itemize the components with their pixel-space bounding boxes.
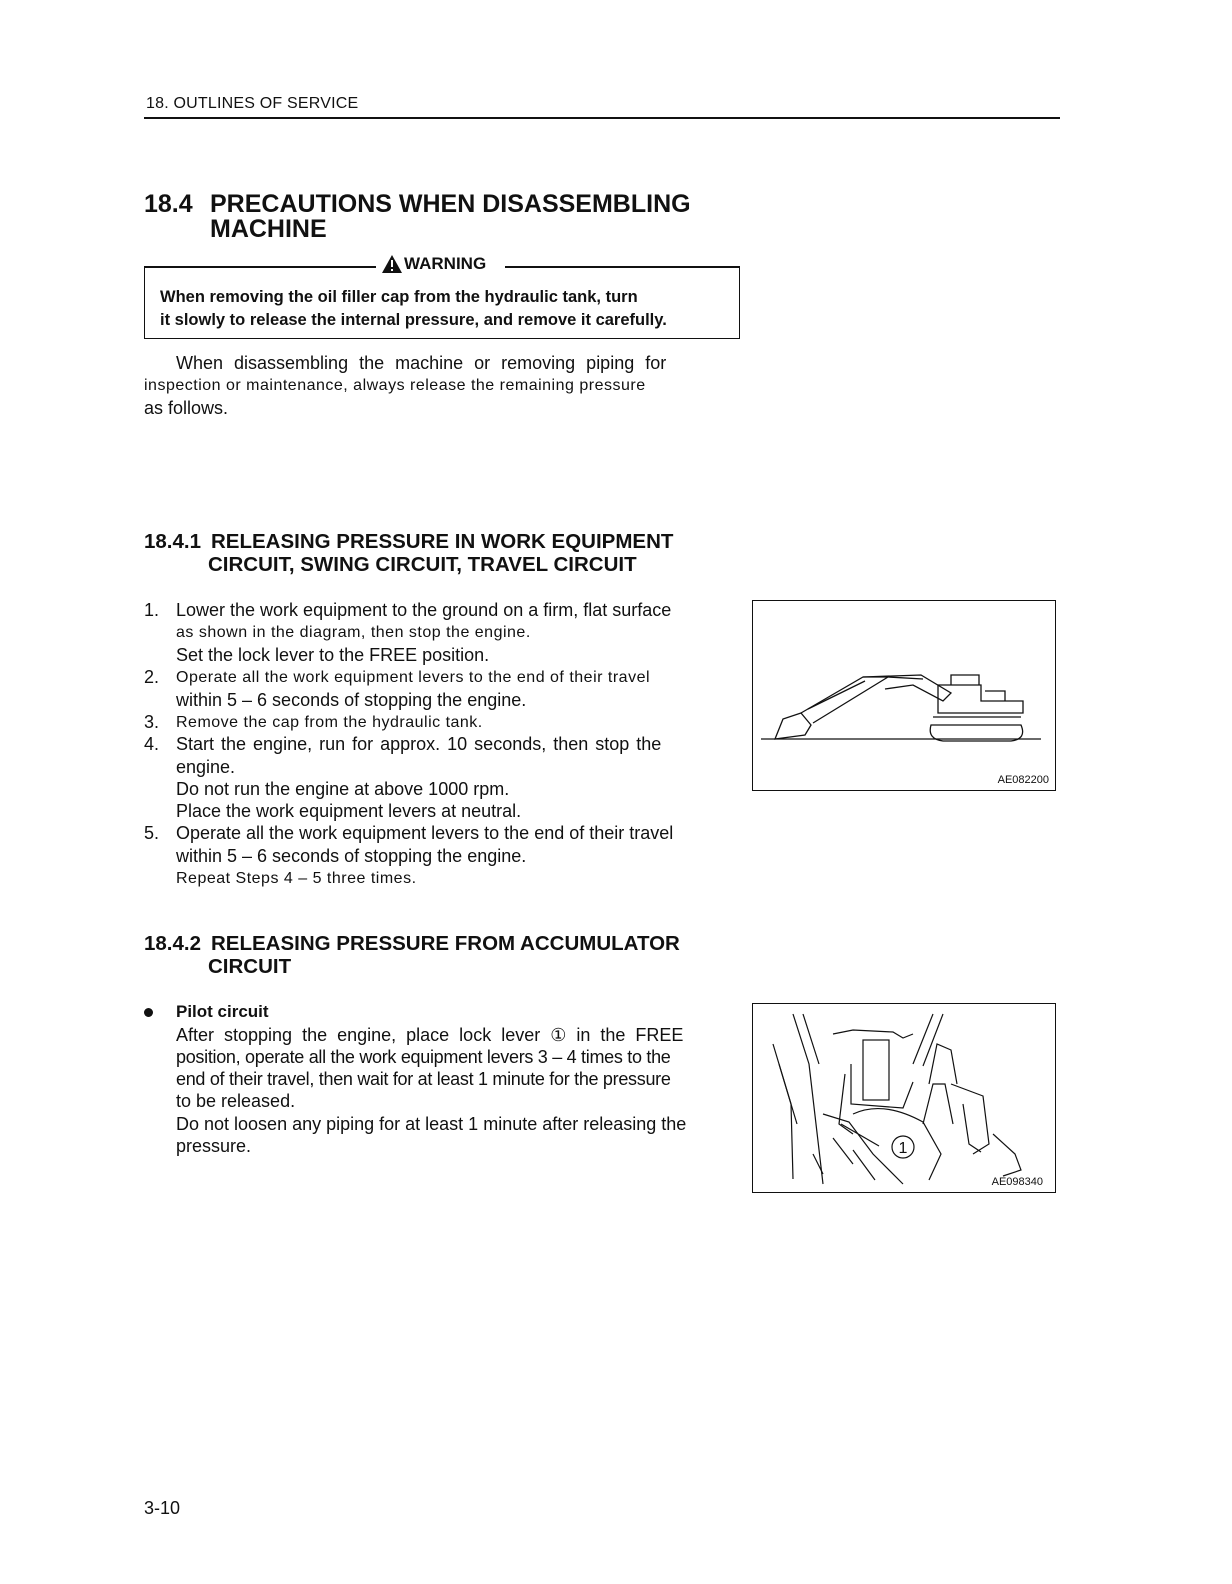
subsection-number-2: 18.4.2 <box>144 932 201 955</box>
body-line: position, operate all the work equipment levers 3 – 4 times to the <box>176 1047 671 1067</box>
figure-label: AE098340 <box>991 1176 1043 1188</box>
body-line: After stopping the engine, place lock lever ① in the FREE <box>176 1025 684 1045</box>
body-line: Do not loosen any piping for at least 1 minute after releasing the <box>176 1114 687 1134</box>
step-line: engine. <box>176 757 236 777</box>
body-line: end of their travel, then wait for at least 1 minute for the pressure <box>176 1069 671 1089</box>
excavator-illustration <box>753 601 1055 790</box>
step-number: 3. <box>144 712 160 732</box>
bullet <box>144 1008 153 1017</box>
warning-label <box>381 254 486 274</box>
section-number: 18.4 <box>144 190 193 218</box>
intro-line1: When disassembling the machine or removing piping for <box>176 353 667 373</box>
step-number: 5. <box>144 823 160 843</box>
warning-text-line2: it slowly to release the internal pressure, and remove it carefully. <box>160 311 667 329</box>
running-header: 18. OUTLINES OF SERVICE <box>146 95 359 112</box>
step-line: Start the engine, run for approx. 10 seconds, then stop the <box>176 734 662 754</box>
step-line: Remove the cap from the hydraulic tank. <box>176 714 483 731</box>
step-line: Place the work equipment levers at neutral. <box>176 801 522 821</box>
step-line: Set the lock lever to the FREE position. <box>176 645 490 665</box>
subsection-number-1: 18.4.1 <box>144 530 201 553</box>
step-number: 1. <box>144 600 160 620</box>
warning-triangle-icon <box>381 254 403 274</box>
section-title-line1: PRECAUTIONS WHEN DISASSEMBLING <box>210 190 691 218</box>
bullet-title: Pilot circuit <box>176 1002 269 1021</box>
subsection-title-1-line1: RELEASING PRESSURE IN WORK EQUIPMENT <box>211 530 674 553</box>
lock-lever-callout: 1 <box>898 1140 908 1157</box>
step-line: as shown in the diagram, then stop the engine. <box>176 624 531 641</box>
step-number: 4. <box>144 734 160 754</box>
warning-label-text: WARNING <box>404 254 487 273</box>
step-line: Lower the work equipment to the ground on a firm, flat surface <box>176 600 672 620</box>
subsection-title-2-line2: CIRCUIT <box>208 955 292 978</box>
cab-interior-illustration <box>753 1004 1055 1192</box>
body-line: to be released. <box>176 1091 296 1111</box>
step-line: Repeat Steps 4 – 5 three times. <box>176 870 417 887</box>
warning-rule-left <box>144 266 376 268</box>
header-rule <box>144 117 1060 119</box>
body-line: pressure. <box>176 1136 252 1156</box>
subsection-title-1-line2: CIRCUIT, SWING CIRCUIT, TRAVEL CIRCUIT <box>208 553 637 576</box>
intro-line3: as follows. <box>144 398 229 418</box>
warning-rule-right <box>505 266 740 268</box>
page-number: 3-10 <box>144 1498 181 1518</box>
figure-label: AE082200 <box>997 774 1049 786</box>
excavator-figure <box>752 600 1056 791</box>
subsection-title-2-line1: RELEASING PRESSURE FROM ACCUMULATOR <box>211 932 680 955</box>
step-line: Do not run the engine at above 1000 rpm. <box>176 779 510 799</box>
step-number: 2. <box>144 667 160 687</box>
warning-text-line1: When removing the oil filler cap from the hydraulic tank, turn <box>160 288 638 306</box>
intro-line2: inspection or maintenance, always release the remaining pressure <box>144 377 646 394</box>
step-line: within 5 – 6 seconds of stopping the engine. <box>176 846 527 866</box>
step-line: Operate all the work equipment levers to the end of their travel <box>176 823 674 843</box>
step-line: within 5 – 6 seconds of stopping the engine. <box>176 690 527 710</box>
section-title-line2: MACHINE <box>210 215 327 243</box>
step-line: Operate all the work equipment levers to the end of their travel <box>176 669 651 686</box>
cab-interior-figure <box>752 1003 1056 1193</box>
